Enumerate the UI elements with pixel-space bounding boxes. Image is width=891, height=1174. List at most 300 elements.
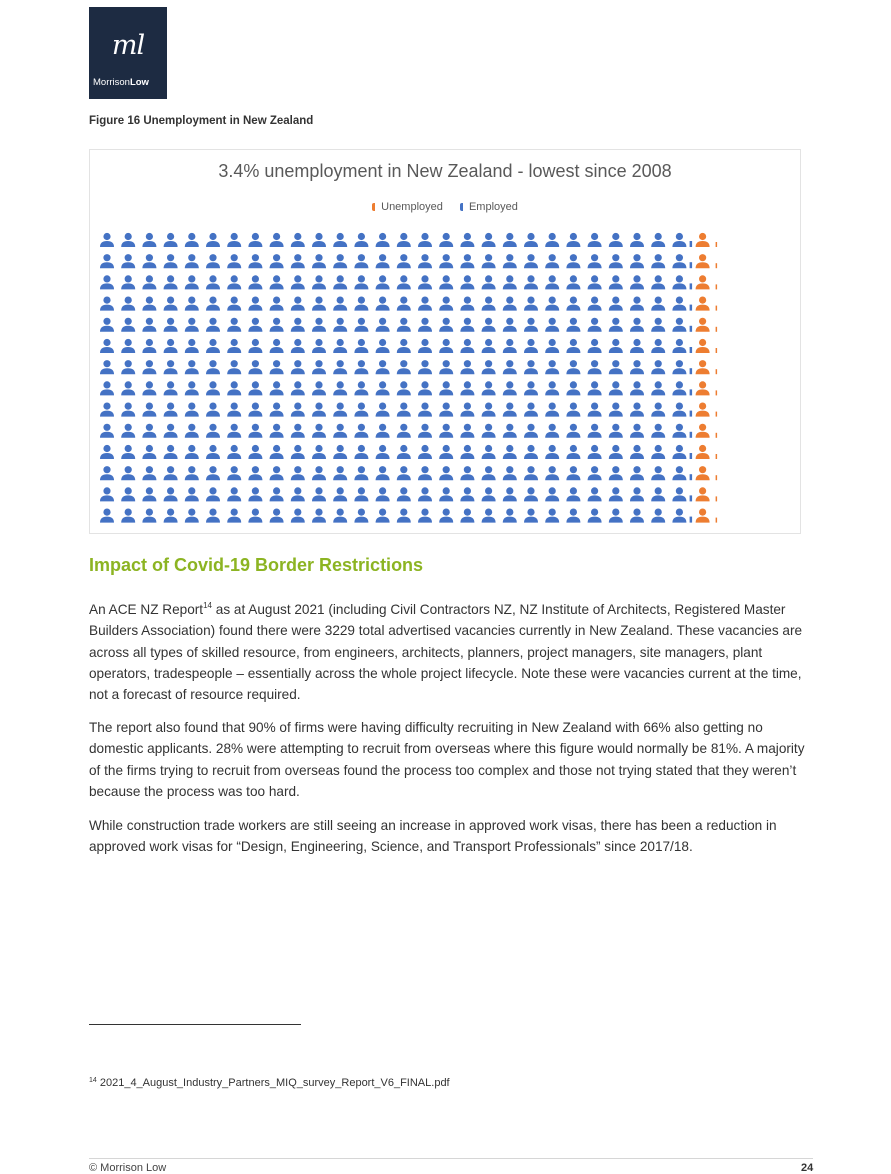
employed-person-icon: [672, 509, 686, 523]
employed-person-icon: [672, 233, 686, 247]
employed-person-icon: [588, 487, 602, 501]
employed-person-icon: [185, 509, 199, 523]
employed-person-icon: [630, 360, 644, 374]
employed-person-icon: [630, 509, 644, 523]
employed-person-icon: [227, 275, 241, 289]
employed-person-icon: [206, 403, 220, 417]
unemployed-person-icon: [696, 254, 710, 268]
employed-person-icon: [397, 233, 411, 247]
employed-person-icon: [566, 487, 580, 501]
employed-person-icon: [333, 339, 347, 353]
employed-person-icon: [482, 381, 496, 395]
employed-person-icon: [185, 487, 199, 501]
employed-person-icon: [439, 381, 453, 395]
employed-person-icon: [354, 318, 368, 332]
employed-person-icon: [206, 360, 220, 374]
employed-person-icon: [524, 445, 538, 459]
employed-person-icon: [418, 318, 432, 332]
employed-person-icon: [100, 487, 114, 501]
employed-person-icon: [439, 233, 453, 247]
employed-person-icon: [418, 339, 432, 353]
employed-person-icon: [397, 424, 411, 438]
employed-person-icon: [248, 445, 262, 459]
employed-person-icon: [312, 466, 326, 480]
employed-person-icon: [164, 487, 178, 501]
partial-employed-icon: [690, 495, 693, 501]
employed-person-icon: [121, 339, 135, 353]
employed-person-icon: [206, 318, 220, 332]
partial-employed-icon: [690, 241, 693, 247]
employed-person-icon: [651, 275, 665, 289]
employed-person-icon: [291, 339, 305, 353]
employed-person-icon: [354, 509, 368, 523]
employed-person-icon: [545, 381, 559, 395]
employed-person-icon: [545, 445, 559, 459]
employed-person-icon: [397, 254, 411, 268]
employed-person-icon: [566, 360, 580, 374]
employed-person-icon: [524, 424, 538, 438]
employed-person-icon: [270, 445, 284, 459]
employed-person-icon: [503, 233, 517, 247]
employed-person-icon: [164, 509, 178, 523]
employed-person-icon: [439, 360, 453, 374]
employed-person-icon: [397, 403, 411, 417]
employed-person-icon: [270, 254, 284, 268]
employed-person-icon: [142, 424, 156, 438]
employed-person-icon: [460, 424, 474, 438]
employed-person-icon: [270, 381, 284, 395]
employed-person-icon: [312, 360, 326, 374]
employed-person-icon: [142, 466, 156, 480]
employed-person-icon: [439, 445, 453, 459]
employed-person-icon: [672, 403, 686, 417]
employed-person-icon: [503, 509, 517, 523]
employed-person-icon: [248, 233, 262, 247]
employed-person-icon: [545, 403, 559, 417]
employed-person-icon: [100, 424, 114, 438]
employed-person-icon: [418, 275, 432, 289]
partial-unemployed-icon: [716, 242, 718, 247]
employed-person-icon: [354, 445, 368, 459]
employed-person-icon: [121, 445, 135, 459]
employed-person-icon: [566, 509, 580, 523]
employed-person-icon: [227, 233, 241, 247]
unemployed-person-icon: [696, 466, 710, 480]
employed-person-icon: [588, 445, 602, 459]
employed-person-icon: [142, 254, 156, 268]
employed-person-icon: [312, 381, 326, 395]
employed-person-icon: [651, 424, 665, 438]
paragraph-ace-report-rest: as at August 2021 (including Civil Contractors NZ, NZ Institute of Architects, Registered Master Builders Association) found there were 3229 total advertised vacancies currently in New Zealand. These vacancies are across all types of skilled resource, from engineers, architects, planners, project managers, site managers, plant operators, tradespeople – essentially across the whole project lifecycle. Note these were vacancies current at the time, not a forecast of resource required.: [89, 602, 803, 703]
employed-person-icon: [609, 466, 623, 480]
employed-person-icon: [460, 339, 474, 353]
employed-person-icon: [291, 445, 305, 459]
employed-person-icon: [142, 445, 156, 459]
employed-person-icon: [460, 487, 474, 501]
employed-person-icon: [418, 466, 432, 480]
employed-person-icon: [100, 297, 114, 311]
employed-person-icon: [227, 466, 241, 480]
partial-unemployed-icon: [716, 518, 718, 523]
employed-person-icon: [354, 360, 368, 374]
employed-person-icon: [630, 381, 644, 395]
unemployed-person-icon: [696, 339, 710, 353]
partial-employed-icon: [690, 411, 693, 417]
employed-person-icon: [354, 297, 368, 311]
employed-person-icon: [545, 254, 559, 268]
employed-person-icon: [524, 254, 538, 268]
employed-person-icon: [354, 254, 368, 268]
employed-person-icon: [248, 381, 262, 395]
employed-person-icon: [609, 297, 623, 311]
employed-person-icon: [566, 381, 580, 395]
employed-person-icon: [312, 339, 326, 353]
employed-person-icon: [227, 509, 241, 523]
unemployed-person-icon: [696, 424, 710, 438]
partial-employed-icon: [690, 326, 693, 332]
employed-person-icon: [460, 360, 474, 374]
employed-person-icon: [248, 466, 262, 480]
employed-person-icon: [630, 233, 644, 247]
employed-person-icon: [142, 381, 156, 395]
employed-person-icon: [672, 297, 686, 311]
employed-person-icon: [354, 487, 368, 501]
employed-person-icon: [270, 318, 284, 332]
employed-person-icon: [164, 339, 178, 353]
employed-person-icon: [376, 339, 390, 353]
employed-person-icon: [545, 318, 559, 332]
employed-person-icon: [227, 403, 241, 417]
employed-person-icon: [609, 403, 623, 417]
employed-person-icon: [248, 424, 262, 438]
employed-person-icon: [121, 233, 135, 247]
employed-person-icon: [354, 339, 368, 353]
employed-person-icon: [376, 424, 390, 438]
employed-person-icon: [164, 233, 178, 247]
employed-person-icon: [121, 509, 135, 523]
employed-person-icon: [460, 297, 474, 311]
employed-person-icon: [185, 445, 199, 459]
partial-unemployed-icon: [716, 348, 718, 353]
employed-person-icon: [354, 233, 368, 247]
employed-person-icon: [164, 381, 178, 395]
employed-person-icon: [291, 360, 305, 374]
employed-person-icon: [121, 381, 135, 395]
employed-person-icon: [609, 487, 623, 501]
employed-person-icon: [503, 360, 517, 374]
employed-person-icon: [142, 339, 156, 353]
employed-person-icon: [588, 339, 602, 353]
employed-person-icon: [418, 509, 432, 523]
employed-person-icon: [418, 445, 432, 459]
employed-person-icon: [588, 318, 602, 332]
employed-person-icon: [142, 275, 156, 289]
employed-person-icon: [651, 233, 665, 247]
employed-person-icon: [503, 487, 517, 501]
employed-person-icon: [672, 424, 686, 438]
unemployment-pictograph-chart: [89, 149, 801, 534]
employed-person-icon: [672, 381, 686, 395]
employed-person-icon: [312, 445, 326, 459]
employed-person-icon: [418, 254, 432, 268]
employed-person-icon: [524, 297, 538, 311]
employed-person-icon: [418, 487, 432, 501]
employed-person-icon: [291, 297, 305, 311]
employed-person-icon: [588, 297, 602, 311]
employed-person-icon: [651, 381, 665, 395]
pictograph-icons: [90, 150, 800, 533]
employed-person-icon: [524, 275, 538, 289]
paragraph-work-visas: While construction trade workers are still seeing an increase in approved work visas, there has been a reduction in approved work visas for “Design, Engineering, Science, and Transport Professionals” since 2017/18.: [89, 818, 777, 855]
employed-person-icon: [227, 318, 241, 332]
employed-person-icon: [227, 381, 241, 395]
employed-person-icon: [524, 339, 538, 353]
employed-person-icon: [291, 254, 305, 268]
employed-person-icon: [270, 233, 284, 247]
footer-copyright: © Morrison Low: [89, 1162, 167, 1174]
employed-person-icon: [291, 275, 305, 289]
employed-person-icon: [312, 424, 326, 438]
partial-unemployed-icon: [716, 475, 718, 480]
unemployed-person-icon: [696, 487, 710, 501]
employed-person-icon: [248, 403, 262, 417]
employed-person-icon: [545, 360, 559, 374]
employed-person-icon: [397, 275, 411, 289]
employed-person-icon: [503, 381, 517, 395]
employed-person-icon: [121, 318, 135, 332]
partial-unemployed-icon: [716, 390, 718, 395]
employed-person-icon: [482, 466, 496, 480]
unemployed-person-icon: [696, 509, 710, 523]
employed-person-icon: [206, 254, 220, 268]
employed-person-icon: [566, 297, 580, 311]
section-heading: Impact of Covid-19 Border Restrictions: [89, 555, 424, 575]
employed-person-icon: [206, 466, 220, 480]
employed-person-icon: [397, 445, 411, 459]
employed-person-icon: [397, 487, 411, 501]
employed-person-icon: [439, 424, 453, 438]
partial-employed-icon: [690, 517, 693, 523]
employed-person-icon: [545, 487, 559, 501]
employed-person-icon: [206, 445, 220, 459]
partial-employed-icon: [690, 283, 693, 289]
employed-person-icon: [630, 254, 644, 268]
employed-person-icon: [524, 466, 538, 480]
employed-person-icon: [503, 445, 517, 459]
employed-person-icon: [185, 381, 199, 395]
employed-person-icon: [333, 233, 347, 247]
employed-person-icon: [142, 509, 156, 523]
partial-employed-icon: [690, 453, 693, 459]
partial-unemployed-icon: [716, 496, 718, 501]
figure-caption: Figure 16 Unemployment in New Zealand: [89, 115, 314, 127]
employed-person-icon: [185, 360, 199, 374]
employed-person-icon: [566, 424, 580, 438]
employed-person-icon: [418, 403, 432, 417]
employed-person-icon: [609, 233, 623, 247]
unemployed-person-icon: [696, 381, 710, 395]
employed-person-icon: [270, 339, 284, 353]
unemployed-person-icon: [696, 403, 710, 417]
employed-person-icon: [312, 297, 326, 311]
legend-label-employed: Employed: [468, 201, 518, 213]
employed-person-icon: [609, 339, 623, 353]
employed-person-icon: [270, 297, 284, 311]
employed-person-icon: [460, 233, 474, 247]
employed-person-icon: [566, 466, 580, 480]
employed-person-icon: [376, 297, 390, 311]
employed-person-icon: [630, 297, 644, 311]
employed-person-icon: [185, 233, 199, 247]
employed-person-icon: [333, 297, 347, 311]
employed-person-icon: [164, 275, 178, 289]
employed-person-icon: [672, 487, 686, 501]
employed-person-icon: [524, 318, 538, 332]
employed-person-icon: [376, 381, 390, 395]
employed-person-icon: [270, 275, 284, 289]
employed-person-icon: [566, 318, 580, 332]
employed-person-icon: [291, 487, 305, 501]
employed-person-icon: [460, 254, 474, 268]
employed-person-icon: [397, 339, 411, 353]
employed-person-icon: [588, 466, 602, 480]
employed-person-icon: [460, 445, 474, 459]
employed-person-icon: [503, 424, 517, 438]
employed-person-icon: [609, 254, 623, 268]
employed-person-icon: [206, 339, 220, 353]
employed-person-icon: [524, 403, 538, 417]
employed-person-icon: [291, 424, 305, 438]
employed-person-icon: [672, 318, 686, 332]
employed-person-icon: [248, 318, 262, 332]
employed-person-icon: [142, 297, 156, 311]
partial-unemployed-icon: [716, 306, 718, 311]
employed-person-icon: [503, 403, 517, 417]
employed-person-icon: [333, 445, 347, 459]
employed-person-icon: [460, 275, 474, 289]
employed-person-icon: [651, 360, 665, 374]
employed-person-icon: [566, 339, 580, 353]
employed-person-icon: [185, 318, 199, 332]
employed-person-icon: [482, 318, 496, 332]
employed-person-icon: [142, 233, 156, 247]
partial-employed-icon: [690, 432, 693, 438]
employed-person-icon: [142, 360, 156, 374]
employed-person-icon: [185, 424, 199, 438]
employed-person-icon: [524, 381, 538, 395]
employed-person-icon: [164, 318, 178, 332]
employed-person-icon: [545, 233, 559, 247]
employed-person-icon: [651, 254, 665, 268]
employed-person-icon: [312, 318, 326, 332]
employed-person-icon: [630, 403, 644, 417]
employed-person-icon: [397, 381, 411, 395]
employed-person-icon: [291, 509, 305, 523]
employed-person-icon: [100, 254, 114, 268]
footnote-ref-14: 14: [203, 601, 212, 610]
employed-person-icon: [100, 466, 114, 480]
employed-person-icon: [651, 318, 665, 332]
employed-person-icon: [164, 466, 178, 480]
employed-person-icon: [630, 424, 644, 438]
employed-person-icon: [164, 297, 178, 311]
employed-person-icon: [609, 509, 623, 523]
employed-person-icon: [630, 445, 644, 459]
employed-person-icon: [206, 233, 220, 247]
footnote-divider: [89, 1024, 301, 1025]
employed-person-icon: [609, 445, 623, 459]
employed-person-icon: [312, 487, 326, 501]
unemployed-person-icon: [696, 275, 710, 289]
employed-person-icon: [482, 445, 496, 459]
employed-person-icon: [609, 275, 623, 289]
employed-person-icon: [609, 360, 623, 374]
employed-person-icon: [545, 339, 559, 353]
employed-person-icon: [588, 381, 602, 395]
logo-mark: ml: [111, 30, 145, 61]
employed-person-icon: [185, 275, 199, 289]
employed-person-icon: [248, 339, 262, 353]
employed-person-icon: [376, 445, 390, 459]
employed-person-icon: [100, 339, 114, 353]
employed-person-icon: [227, 445, 241, 459]
employed-person-icon: [248, 487, 262, 501]
employed-person-icon: [376, 466, 390, 480]
employed-person-icon: [566, 254, 580, 268]
employed-person-icon: [482, 297, 496, 311]
employed-person-icon: [227, 297, 241, 311]
employed-person-icon: [312, 275, 326, 289]
employed-person-icon: [333, 275, 347, 289]
employed-person-icon: [354, 403, 368, 417]
employed-person-icon: [376, 254, 390, 268]
employed-person-icon: [482, 275, 496, 289]
employed-person-icon: [397, 509, 411, 523]
employed-person-icon: [164, 424, 178, 438]
partial-employed-icon: [690, 368, 693, 374]
employed-person-icon: [354, 275, 368, 289]
employed-person-icon: [588, 424, 602, 438]
employed-person-icon: [291, 403, 305, 417]
employed-person-icon: [100, 233, 114, 247]
employed-person-icon: [588, 509, 602, 523]
partial-employed-icon: [690, 262, 693, 268]
employed-person-icon: [312, 403, 326, 417]
employed-person-icon: [672, 275, 686, 289]
employed-person-icon: [672, 254, 686, 268]
employed-person-icon: [354, 424, 368, 438]
employed-person-icon: [609, 318, 623, 332]
employed-person-icon: [418, 297, 432, 311]
employed-person-icon: [651, 403, 665, 417]
employed-person-icon: [248, 509, 262, 523]
logo-name-part1: Morrison: [93, 77, 130, 88]
employed-person-icon: [333, 424, 347, 438]
employed-person-icon: [651, 509, 665, 523]
employed-person-icon: [482, 233, 496, 247]
employed-person-icon: [185, 339, 199, 353]
partial-unemployed-icon: [716, 284, 718, 289]
employed-person-icon: [185, 297, 199, 311]
partial-employed-icon: [690, 474, 693, 480]
employed-person-icon: [524, 509, 538, 523]
employed-person-icon: [397, 466, 411, 480]
employed-person-icon: [100, 445, 114, 459]
unemployed-person-icon: [696, 360, 710, 374]
employed-person-icon: [227, 424, 241, 438]
employed-person-icon: [482, 360, 496, 374]
employed-person-icon: [376, 487, 390, 501]
